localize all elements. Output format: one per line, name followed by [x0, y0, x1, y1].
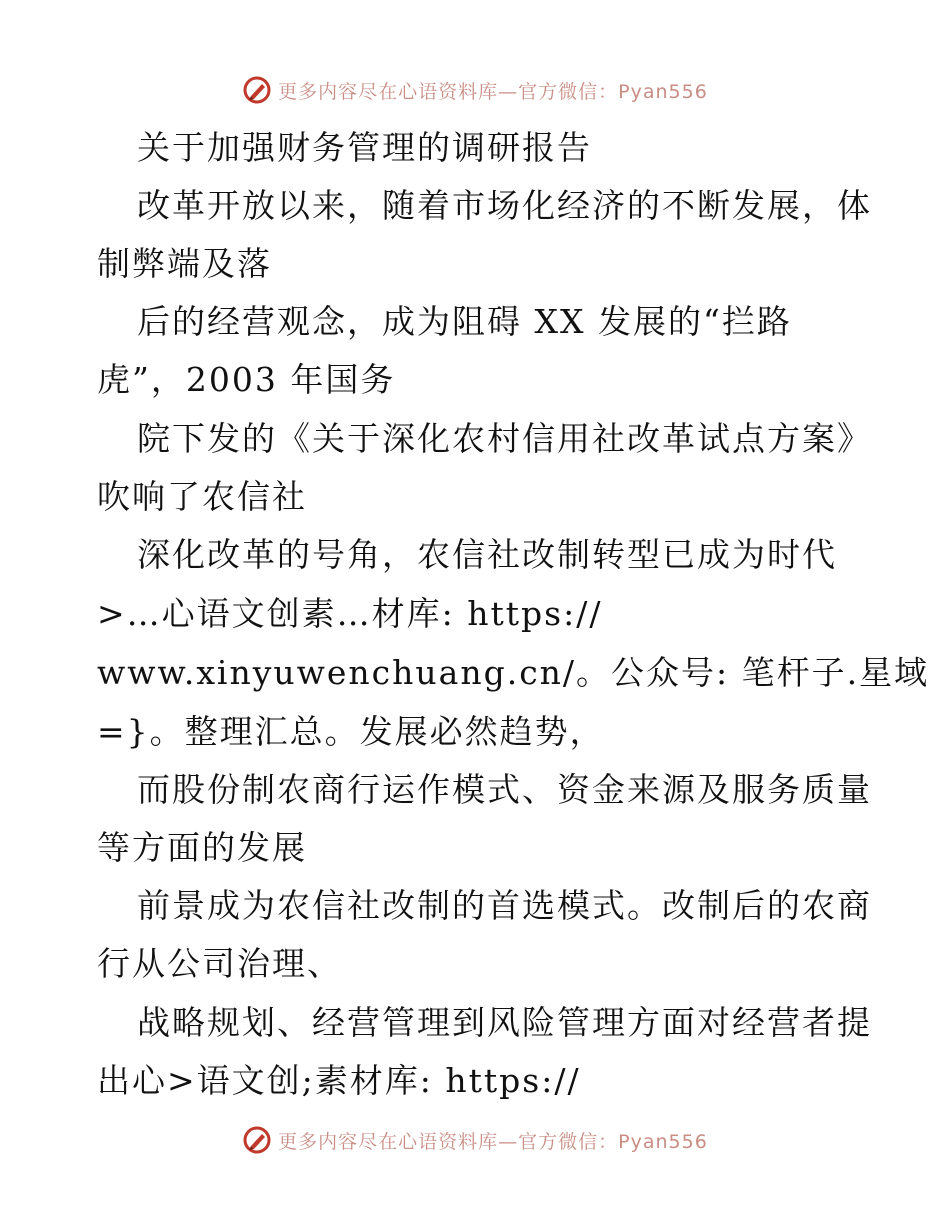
banner-brand: Pyan556 [618, 80, 708, 103]
paragraph-line: 出心>语文创;素材库: https:// [97, 1061, 581, 1100]
paragraph-line: 改革开放以来，随着市场化经济的不断发展，体 [137, 186, 872, 225]
paragraph-line: 后的经营观念，成为阻碍 XX 发展的“拦路 [137, 302, 792, 341]
paragraph-line: 吹响了农信社 [97, 477, 307, 516]
paragraph-line: 院下发的《关于深化农村信用社改革试点方案》 [137, 419, 872, 458]
paragraph-line: 虎”，2003 年国务 [97, 360, 396, 399]
paragraph-line: 行从公司治理、 [97, 944, 342, 983]
paragraph-line: 深化改革的号角，农信社改制转型已成为时代 [137, 535, 837, 574]
paragraph-line: 制弊端及落 [97, 244, 272, 283]
paragraph-line: 战略规划、经营管理到风险管理方面对经营者提 [137, 1003, 872, 1042]
paragraph-line: www.xinyuwenchuang.cn/。公众号: 笔杆子.星域 [97, 653, 930, 692]
paragraph-line: 而股份制农商行运作模式、资金来源及服务质量 [137, 770, 872, 809]
banner-brand: Pyan556 [618, 1130, 708, 1153]
paragraph-line: 前景成为农信社改制的首选模式。改制后的农商 [137, 886, 872, 925]
pen-logo-icon [242, 75, 272, 105]
banner-text: 更多内容尽在心语资料库—官方微信：Pyan556 [278, 80, 708, 103]
footer-watermark-banner [0, 1120, 950, 1160]
pen-logo-icon [242, 1125, 272, 1155]
banner-text: 更多内容尽在心语资料库—官方微信：Pyan556 [278, 1130, 708, 1153]
document-title: 关于加强财务管理的调研报告 [137, 128, 592, 167]
paragraph-line: >…心语文创素…材库: https:// [97, 594, 603, 633]
paragraph-line: =}。整理汇总。发展必然趋势， [97, 712, 605, 751]
paragraph-line: 等方面的发展 [97, 828, 307, 867]
header-watermark-banner [0, 70, 950, 110]
